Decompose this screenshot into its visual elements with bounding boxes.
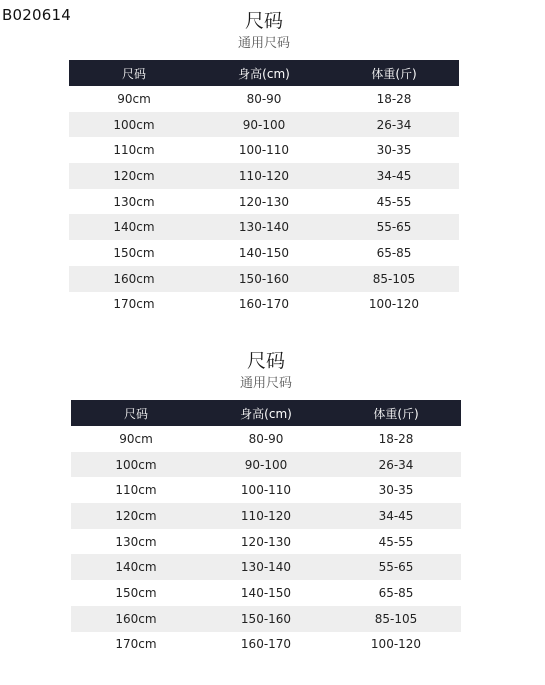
header-height: 身高(cm) xyxy=(199,60,329,86)
cell-height: 120-130 xyxy=(240,534,292,549)
cell-height: 80-90 xyxy=(246,91,282,106)
table-row xyxy=(71,632,461,658)
cell-size: 160cm xyxy=(71,606,201,632)
cell-height: 90-100 xyxy=(199,112,329,138)
table-row xyxy=(69,266,459,292)
cell-size: 140cm xyxy=(69,214,199,240)
size-chart-2 xyxy=(71,348,461,657)
cell-weight: 55-65 xyxy=(329,214,459,240)
chart-subtitle: 通用尺码 xyxy=(237,36,290,51)
cell-weight: 26-34 xyxy=(331,452,461,478)
size-table xyxy=(69,60,459,317)
cell-size: 150cm xyxy=(113,245,155,260)
table-row xyxy=(71,529,461,555)
header-size: 尺码 xyxy=(71,400,201,426)
header-height: 身高(cm) xyxy=(201,400,331,426)
cell-height: 130-140 xyxy=(201,554,331,580)
table-row xyxy=(69,240,459,266)
cell-height: 150-160 xyxy=(199,266,329,292)
table-row xyxy=(71,503,461,529)
cell-size: 110cm xyxy=(115,483,157,498)
cell-height: 110-120 xyxy=(199,163,329,189)
table-row xyxy=(69,163,459,189)
size-table xyxy=(71,400,461,657)
cell-height: 90-100 xyxy=(201,452,331,478)
header-size: 尺码 xyxy=(69,60,199,86)
cell-weight: 85-105 xyxy=(329,266,459,292)
table-row xyxy=(71,452,461,478)
cell-size: 150cm xyxy=(115,585,157,600)
table-body xyxy=(71,426,461,657)
cell-size: 90cm xyxy=(119,431,153,446)
header-weight: 体重(斤) xyxy=(329,60,459,86)
table-row xyxy=(71,426,461,452)
cell-height: 120-130 xyxy=(238,194,290,209)
table-body xyxy=(69,86,459,317)
chart-title: 尺码 xyxy=(244,10,283,32)
cell-size: 110cm xyxy=(113,143,155,158)
product-code: B020614 xyxy=(2,6,71,24)
table-row xyxy=(69,214,459,240)
cell-size: 120cm xyxy=(71,503,201,529)
table-row xyxy=(71,477,461,503)
table-header-row xyxy=(69,60,459,86)
cell-size: 120cm xyxy=(69,163,199,189)
cell-weight: 85-105 xyxy=(331,606,461,632)
cell-size: 130cm xyxy=(115,534,157,549)
size-chart-1 xyxy=(69,8,459,317)
cell-weight: 34-45 xyxy=(329,163,459,189)
cell-height: 160-170 xyxy=(238,297,290,312)
table-row xyxy=(69,292,459,318)
cell-weight: 26-34 xyxy=(329,112,459,138)
cell-size: 100cm xyxy=(71,452,201,478)
cell-weight: 65-85 xyxy=(376,245,412,260)
table-row xyxy=(69,189,459,215)
cell-size: 100cm xyxy=(69,112,199,138)
cell-weight: 45-55 xyxy=(378,534,414,549)
cell-weight: 100-120 xyxy=(368,297,420,312)
table-header-row xyxy=(71,400,461,426)
cell-weight: 34-45 xyxy=(331,503,461,529)
cell-weight: 30-35 xyxy=(376,143,412,158)
cell-weight: 55-65 xyxy=(331,554,461,580)
cell-weight: 30-35 xyxy=(378,483,414,498)
chart-title: 尺码 xyxy=(246,350,285,372)
cell-height: 80-90 xyxy=(248,431,284,446)
cell-size: 140cm xyxy=(71,554,201,580)
table-row xyxy=(71,606,461,632)
table-row xyxy=(71,580,461,606)
header-weight: 体重(斤) xyxy=(331,400,461,426)
cell-weight: 18-28 xyxy=(376,91,412,106)
cell-weight: 45-55 xyxy=(376,194,412,209)
table-row xyxy=(71,554,461,580)
cell-size: 170cm xyxy=(113,297,155,312)
cell-weight: 65-85 xyxy=(378,585,414,600)
cell-size: 160cm xyxy=(69,266,199,292)
cell-height: 100-110 xyxy=(240,483,292,498)
cell-size: 130cm xyxy=(113,194,155,209)
cell-height: 150-160 xyxy=(201,606,331,632)
cell-height: 130-140 xyxy=(199,214,329,240)
table-row xyxy=(69,86,459,112)
cell-size: 170cm xyxy=(115,637,157,652)
cell-size: 90cm xyxy=(117,91,151,106)
cell-height: 160-170 xyxy=(240,637,292,652)
cell-weight: 100-120 xyxy=(370,637,422,652)
chart-subtitle: 通用尺码 xyxy=(239,376,292,391)
cell-height: 140-150 xyxy=(238,245,290,260)
cell-height: 100-110 xyxy=(238,143,290,158)
cell-height: 140-150 xyxy=(240,585,292,600)
table-row xyxy=(69,137,459,163)
cell-weight: 18-28 xyxy=(378,431,414,446)
cell-height: 110-120 xyxy=(201,503,331,529)
table-row xyxy=(69,112,459,138)
